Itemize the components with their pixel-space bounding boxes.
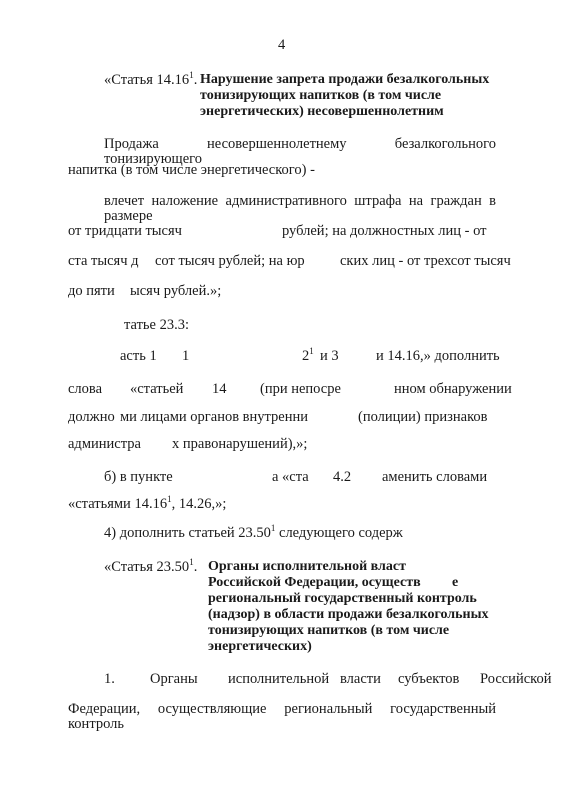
- body-line: до пяти: [68, 283, 115, 299]
- body-line: исполнительной: [228, 671, 330, 687]
- body-line: татье 23.3:: [124, 317, 189, 333]
- article-title-line: Российской Федерации, осуществ: [208, 575, 421, 590]
- article-label-end: .: [193, 72, 198, 88]
- body-sup: 1: [309, 346, 314, 357]
- body-line: от тридцати тысяч: [68, 223, 182, 239]
- body-fragment: 4) дополнить статьей 23.50: [104, 525, 271, 541]
- body-line: субъектов: [398, 671, 460, 687]
- body-fragment: «статьями 14.16: [68, 496, 168, 512]
- body-line: нном обнаружении: [394, 381, 512, 397]
- body-line: Органы: [150, 671, 198, 687]
- body-line: 14: [212, 381, 227, 397]
- body-line: и 14.16,» дополнить: [376, 348, 500, 364]
- body-line: напитка (в том числе энергетического) -: [68, 162, 315, 178]
- body-line: сот тысяч рублей; на юр: [155, 253, 305, 269]
- body-line: ми лицами органов внутренни: [120, 409, 309, 425]
- body-line: слова: [68, 381, 103, 397]
- article-label-end: .: [193, 559, 198, 575]
- page-number: 4: [278, 37, 286, 53]
- body-sup: 1: [167, 494, 172, 505]
- body-line: «статьей: [130, 381, 184, 397]
- body-line: асть 1: [120, 348, 157, 364]
- body-line: Российской: [480, 671, 552, 687]
- body-line: а «ста: [272, 469, 309, 485]
- article-title-line: Органы исполнительной власт: [208, 559, 406, 574]
- article-title-line: энергетических) несовершеннолетним: [200, 104, 444, 119]
- body-line: аменить словами: [382, 469, 488, 485]
- body-sup: 1: [270, 523, 276, 534]
- article-title-line: тонизирующих напитков (в том числе: [208, 623, 450, 638]
- article-title-line: региональный государственный контроль: [208, 591, 477, 606]
- body-fragment: 2: [302, 348, 310, 364]
- body-line: 1: [182, 348, 190, 364]
- body-line: [68, 494, 227, 512]
- body-fragment: следующего содерж: [275, 525, 403, 541]
- article-title-line: Нарушение запрета продажи безалкогольных: [200, 72, 490, 87]
- body-line: (при непосре: [260, 381, 341, 397]
- body-line: (полиции) признаков: [358, 409, 488, 425]
- body-line: ста тысяч д: [68, 253, 139, 269]
- body-line: власти: [340, 671, 381, 687]
- body-line: администра: [68, 436, 141, 452]
- body-line: влечет наложение административного штрафа на граждан в размере: [104, 193, 496, 224]
- body-line: б) в пункте: [104, 469, 173, 485]
- body-line: рублей; на должностных лиц - от: [282, 223, 487, 239]
- article-label-sup: 1: [189, 70, 194, 81]
- article-label: [104, 557, 198, 575]
- body-line: х правонарушений),»;: [172, 436, 308, 452]
- body-line: 1.: [104, 671, 115, 687]
- article-label-text: «Статья 14.16: [104, 72, 190, 88]
- body-line: ских лиц - от трехсот тысяч: [340, 253, 511, 269]
- body-line: и 3: [320, 348, 339, 364]
- article-label-sup: 1: [189, 557, 194, 568]
- article-title-line: е: [452, 575, 459, 590]
- body-line: должно: [68, 409, 115, 425]
- body-line: Продажа несовершеннолетнему безалкогольного тонизирующего: [104, 136, 496, 167]
- body-line: 4.2: [333, 469, 352, 485]
- article-title-line: (надзор) в области продажи безалкогольных: [208, 607, 489, 622]
- article-title-line: тонизирующих напитков (в том числе: [200, 88, 442, 103]
- article-label-text: «Статья 23.50: [104, 559, 190, 575]
- body-line: Федерации, осуществляющие региональный государственный контроль: [68, 701, 496, 732]
- article-label: [104, 70, 198, 88]
- body-line: [104, 523, 403, 541]
- body-line: [302, 346, 314, 364]
- article-title-line: энергетических): [208, 639, 312, 654]
- body-line: ысяч рублей.»;: [130, 283, 222, 299]
- body-fragment: , 14.26,»;: [171, 496, 227, 512]
